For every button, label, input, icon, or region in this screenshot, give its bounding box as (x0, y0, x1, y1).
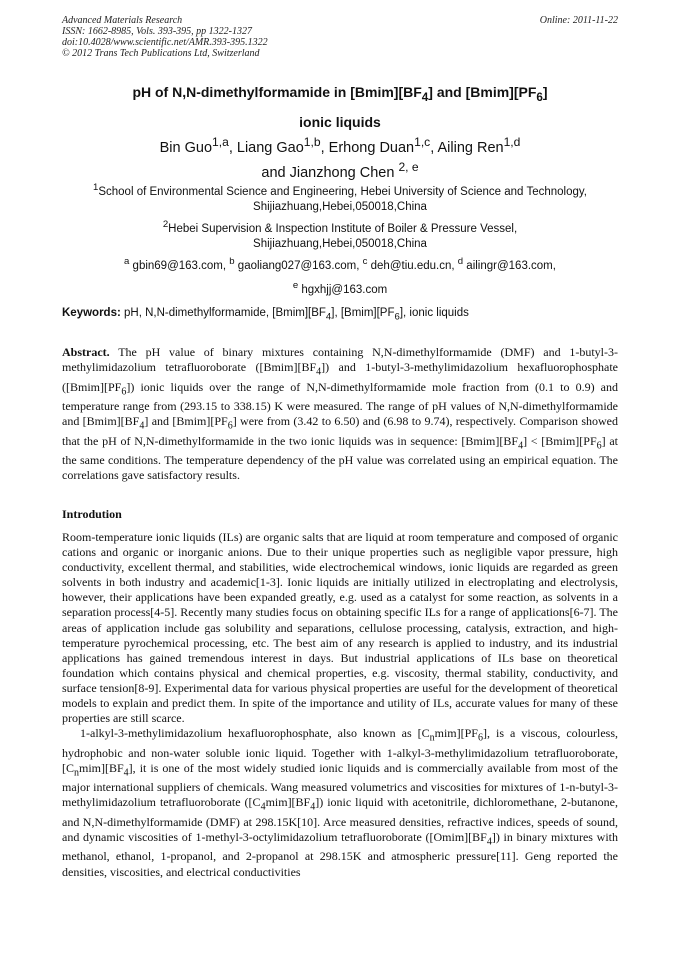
affiliation-1: $^1$School of Environmental Science and Engineering, Hebei University of Science and Technology, Shijiazhuang,Hebei,050018,China (93, 182, 587, 213)
intro-paragraph-2: 1-alkyl-3-methylimidazolium hexafluorophosphate, also known as $[C_nmim][PF_6]$, is a viscous, colourless, hydrophobic and non-water soluble ionic liquid. Together with 1-alkyl-3-methylimidazolium tetrafluoroborate, $[C_nmim][BF_4]$, it is one of the most widely studied ionic liquids and is commercially available from most of the major international suppliers of chemicals. Wang measured volumetrics and viscosities for mixtures of 1-n-butyl-3-methylimidazolium tetrafluoroborate $([C_4mim][BF_4])$ ionic liquid with acetonitrile, dichloromethane, 2-butanone, and N,N-dimethylformamide (DMF) at 298.15K[10]. Arce measured densities, refractive indices, speeds of sound, and dynamic viscosities of 1-methyl-3-octylimidazolium tetrafluoroborate $([Omim][BF_4])$ in binary mixtures with methanol, ethanol, 1-propanol, and 2-propanol at 298.15K and atmospheric pressure[11]. Geng reported the densities, viscosities, and electrical conductivities (62, 726, 619, 879)
email-list: $^a$ gbin69@163.com, $^b$ gaoliang027@163.com, $^c$ deh@tiu.edu.cn, $^d$ ailingr@163.com, $^e$ hgxhjj@163.com (124, 256, 556, 296)
keywords: Keywords: pH, N,N-dimethylformamide, $[Bmim][BF_4]$, $[Bmim][PF_6]$, ionic liquids (62, 307, 469, 323)
copyright-line: © 2012 Trans Tech Publications Ltd, Switzerland (62, 48, 260, 59)
author-name: Ailing Ren (437, 139, 504, 156)
issn-line: ISSN: 1662-8985, Vols. 393-395, pp 1322-1327 (62, 26, 252, 37)
title-line-2: ionic liquids (299, 113, 381, 130)
abstract-label: Abstract. (62, 345, 110, 359)
section-heading-introduction: Introdution (62, 507, 122, 521)
keywords-label: Keywords: (62, 307, 121, 319)
journal-header (62, 15, 618, 59)
abstract: Abstract. The pH value of binary mixtures containing N,N-dimethylformamide (DMF) and 1-butyl-3-methylimidazolium tetrafluoroborate $([Bmim][BF_4])$ and 1-butyl-3-methylimidazolium hexafluorophosphate $([Bmim][PF_6])$ ionic liquids over the range of N,N-dimethylformamide mole fraction from (0.1 to 0.9) and temperature range from (293.15 to 338.15) K were measured. The range of pH values of N,N-dimethylformamide and $[Bmim][BF_4]$ and $[Bmim][PF_6]$ were from (3.42 to 6.50) and (6.98 to 9.74), respectively. Comparison showed that the pH of N,N-dimethylformamide in the two ionic liquids was in sequence: $[Bmim][BF_4]$ < $[Bmim][PF_6]$ at the same conditions. The temperature dependency of the pH value was correlated using an empirical equation. The correlations gave satisfactory results. (62, 345, 619, 483)
affiliation-2: $^2$Hebei Supervision & Inspection Institute of Boiler & Pressure Vessel, Shijiazhuang,Hebei,050018,China (162, 219, 518, 250)
title-line-1: pH of N,N-dimethylformamide in $[Bmim][BF_4]$ and $[Bmim][PF_6]$ (132, 84, 548, 104)
paper-title (62, 80, 618, 135)
email-link[interactable]: hgxhjj@163.com (301, 283, 388, 296)
email-link[interactable]: gbin69@163.com, (132, 259, 230, 272)
introduction-body (62, 530, 618, 880)
author-name: Erhong Duan (328, 139, 415, 156)
online-date: Online: 2011-11-22 (539, 15, 618, 26)
doi-line: doi:10.4028/www.scientific.net/AMR.393-395.1322 (62, 37, 268, 48)
author-line-1: Bin Guo$^{1,a}$, Liang Gao$^{1,b}$, Erhong Duan$^{1,c}$, Ailing Ren$^{1,d}$ (159, 135, 521, 156)
author-name: Liang Gao (236, 139, 304, 156)
author-name: and Jianzhong Chen (261, 164, 399, 181)
author-list (62, 133, 618, 183)
email-link[interactable]: ailingr@163.com, (466, 259, 556, 272)
email-link[interactable]: gaoliang027@163.com, (237, 259, 363, 272)
journal-name: Advanced Materials Research (62, 15, 183, 26)
author-line-2: and Jianzhong Chen $^{2, e}$ (261, 159, 419, 181)
email-link[interactable]: deh@tiu.edu.cn, (370, 259, 458, 272)
author-name: Bin Guo (159, 139, 213, 156)
intro-paragraph-1: Room-temperature ionic liquids (ILs) are organic salts that are liquid at room temperature and composed of organic cations and organic or inorganic anions. Due to their unique properties such as negligible vapor pressure, high conductivity, excellent thermal, and stabilities, wide electrochemical windows, ionic liquids are regarded as green solvents in both industry and academic[1-3]. Ionic liquids are initially utilized in electroplating and electrolysis, however, their applications have been expanded greatly, e.g. used as a catalyst for some reaction, as solvents in a separation process[4-5]. Recently many studies focus on obtaining specific ILs for a range of applications[6-7]. The areas of application include gas solubility and separations, cellulose processing, catalysis, extraction, and high-temperature pyrochemical processing, etc. The best aim of any research is applied to industry, and its industrial applications has gained tremendous interest in days. But industrial applications of ILs base on theoretical foundation which contains physical and chemical properties, e.g. viscosity, thermal stability, conductivity, and surface tension[8-9]. Experimental data for various physical properties are useful for the development of theoretical models to explain and predict them. In spite of the importance and utility of ILs, accurate values for many of these properties are still scarce. (62, 530, 618, 726)
